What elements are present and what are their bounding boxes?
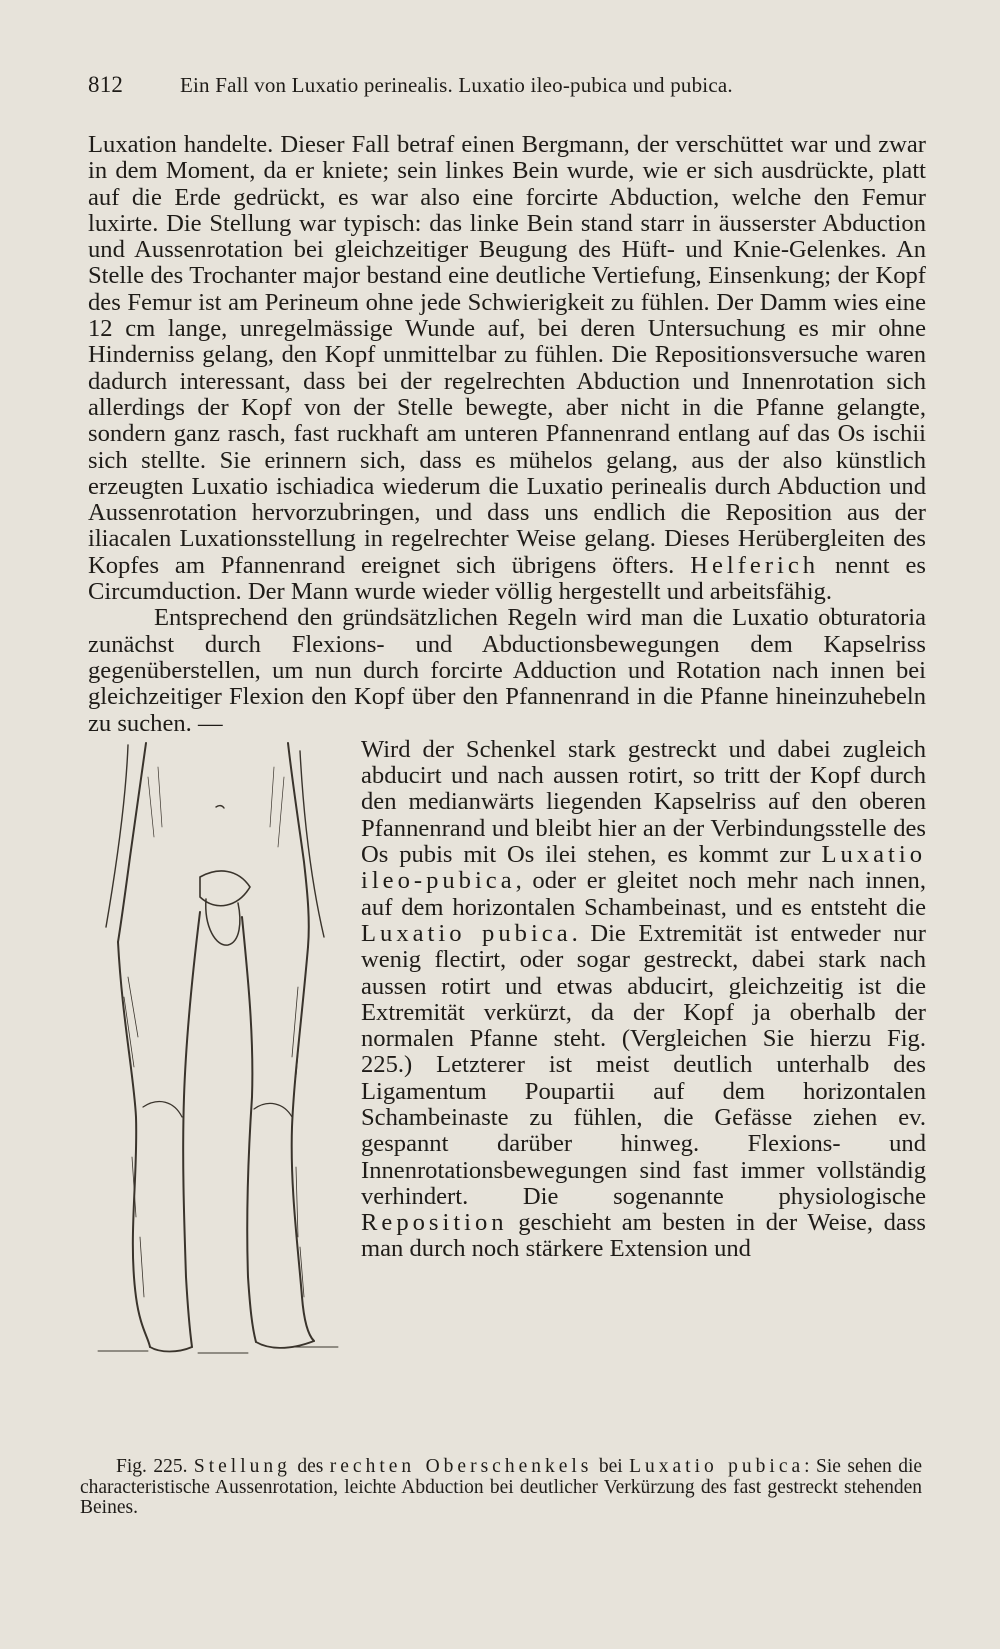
paragraph-2: Entsprechend den gründsätzlichen Regeln wird man die Luxatio obturatoria zunächst durch Flexions- und Abductionsbewegungen dem Kapselriss gegenüberstellen, um nun durch forcirte Adduction und Rotation nach innen bei gleichzeitiger Flexion den Kopf über den Pfannenrand in die Pfanne hineinzuhebeln zu suchen. —	[88, 604, 926, 737]
paragraph-1	[88, 132, 926, 605]
term-luxatio-ileo-pubica: Luxatio ileo-pubica	[361, 841, 926, 895]
paragraph-3-text-3: . Die Extremität ist entweder nur wenig flectirt, oder sogar gestreckt, dabei stark nach aussen rotirt und etwas abducirt, gleichzeitig ist die Extremität verkürzt, da der Kopf ja oberhalb der normalen Pfanne steht. (Vergleichen Sie hierzu Fig. 225.) Letzterer ist meist deutlich unterhalb des Ligamentum Poupartii auf dem horizontalen Schambeinaste zu fühlen, die Gefässe ziehen ev. gespannt darüber hinweg. Flexions- und Innenrotationsbewegungen sind fast immer vollständig verhindert. Die sogenannte physiologische	[361, 919, 926, 1210]
paragraph-3-text-4: geschieht am besten in der Weise, dass man durch noch stärkere Extension und	[361, 1209, 926, 1263]
caption-rest: : Sie sehen die characteristische Aussenrotation, leichte Abduction bei deutlicher Verkürzung des fast gestreckt stehenden Beines.	[80, 1456, 923, 1518]
caption-term-oberschenkel: rechten Oberschenkels	[329, 1456, 593, 1477]
paragraph-3-text: Wird der Schenkel stark gestreckt und dabei zugleich abducirt und nach aussen rotirt, so tritt der Kopf durch den medianwärts liegenden Kapselriss auf den oberen Pfannenrand und bleibt hier an der Verbindungsstelle des Os pubis mit Os ilei stehen, es kommt zur	[361, 735, 926, 869]
paragraph-1-text: Luxation handelte. Dieser Fall betraf einen Bergmann, der verschüttet war und zwar in dem Moment, da er kniete; sein linkes Bein wurde, wie er sich ausdrückte, platt auf die Erde gedrückt, es war also eine forcirte Abduction, welche den Femur luxirte. Die Stellung war typisch: das linke Bein stand starr in äusserster Abduction und Aussenrotation bei gleichzeitiger Beugung des Hüft- und Knie-Gelenkes. An Stelle des Trochanter major bestand eine deutliche Vertiefung, Einsenkung; der Kopf des Femur ist am Perineum ohne jede Schwierigkeit zu fühlen. Der Damm wies eine 12 cm lange, unregelmässige Wunde auf, bei deren Untersuchung es mir ohne Hinderniss gelang, den Kopf unmittelbar zu fühlen. Die Repositionsversuche waren dadurch interessant, dass bei der regelrechten Abduction und Innenrotation sich allerdings der Kopf von der Stelle bewegte, aber nicht in die Pfanne gelangte, sondern ganz rasch, fast ruckhaft am unteren Pfannenrand entlang auf das Os ischii sich stellte. Sie erinnern sich, dass es mühelos gelang, aus der also künstlich erzeugten Luxatio ischiadica wiederum die Luxatio perinealis durch Abduction und Aussenrotation hervorzubringen, und dass uns endlich die Reposition aus der iliacalen Luxationsstellung in regelrechter Weise gelang. Dieses Herübergleiten des Kopfes am Pfannenrand ereignet sich übrigens öfters.	[88, 131, 926, 579]
author-name-helferich: Helferich	[690, 551, 820, 579]
page-number: 812	[88, 72, 124, 97]
figure-caption	[80, 1457, 922, 1519]
running-head	[88, 72, 920, 98]
caption-title: Stellung	[193, 1456, 291, 1477]
caption-word-bei: bei	[598, 1456, 623, 1477]
paragraph-3-text-2: , oder er gleitet noch mehr nach innen, auf dem horizontalen Schambeinast, und es entsteht die	[361, 867, 926, 921]
paragraph-1-end: nennt es Circumduction. Der Mann wurde wieder völlig hergestellt und arbeitsfähig.	[88, 551, 926, 606]
body-text	[88, 132, 926, 1355]
figure-label: Fig. 225.	[116, 1456, 188, 1477]
figure-225-illustration	[88, 737, 343, 1355]
term-reposition: Reposition	[361, 1209, 508, 1237]
caption-term-luxatio-pubica: Luxatio pubica	[629, 1456, 805, 1477]
legs-engraving-image	[88, 737, 343, 1355]
running-title: Ein Fall von Luxatio perinealis. Luxatio ileo-pubica und pubica.	[180, 73, 733, 97]
term-luxatio-pubica: Luxatio pubica	[361, 919, 572, 947]
caption-word-des: des	[297, 1456, 324, 1477]
